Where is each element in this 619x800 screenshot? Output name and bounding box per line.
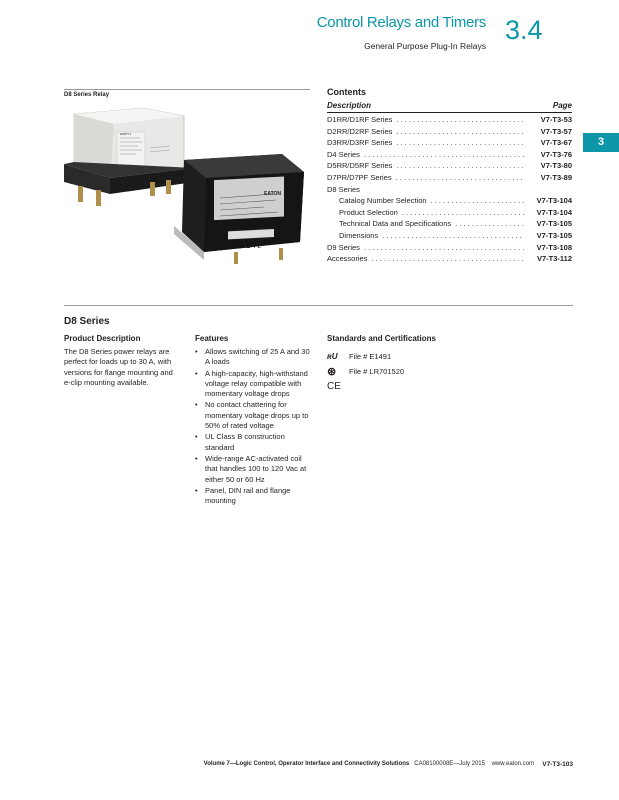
toc-leader-dots	[367, 254, 524, 263]
toc-item-label: Catalog Number Selection	[339, 196, 427, 206]
toc-leader-dots	[392, 115, 524, 124]
image-top-rule	[64, 89, 310, 90]
toc-item-label: D8 Series	[327, 184, 360, 194]
relay-2	[174, 154, 304, 264]
toc-leader-dots	[392, 161, 524, 170]
relay-1-label: D8RTT1	[120, 132, 132, 136]
ce-mark-icon: CE	[327, 381, 341, 392]
relay-product-image	[64, 102, 314, 272]
toc-item-label: D4 Series	[327, 149, 360, 159]
toc-leader-dots	[392, 138, 524, 147]
toc-leader-dots	[378, 231, 524, 240]
feature-item: • A high-capacity, high-withstand voltage relay compatible with momentary voltage drops	[195, 369, 313, 400]
toc-item-page: V7-T3-104	[536, 196, 572, 206]
cert-text: File # LR701520	[349, 367, 405, 376]
toc-item[interactable]	[327, 150, 572, 162]
toc-item-label: Technical Data and Specifications	[339, 219, 452, 229]
features-list	[195, 347, 313, 507]
cert-row	[327, 349, 404, 364]
toc-leader-dots	[398, 208, 524, 217]
toc-item-page: V7-T3-80	[540, 161, 572, 171]
toc-item-page: V7-T3-76	[540, 149, 572, 159]
contents-col-description: Description	[327, 101, 372, 110]
toc-item-label: D7PR/D7PF Series	[327, 172, 392, 182]
toc-leader-dots	[360, 243, 524, 252]
relay-1	[64, 108, 194, 206]
toc-item-label: Dimensions	[339, 230, 379, 240]
toc-item-page: V7-T3-53	[540, 115, 572, 124]
ul-recognized-icon: ʀU	[327, 352, 338, 361]
feature-item: • Wide-range AC-activated coil that handles 100 to 120 Vac at either 50 or 60 Hz	[195, 454, 313, 485]
features-heading: Features	[195, 334, 229, 343]
toc-item[interactable]	[327, 161, 572, 173]
toc-item[interactable]	[327, 208, 572, 220]
toc-leader-dots	[360, 150, 524, 159]
feature-item: • UL Class B construction standard	[195, 432, 313, 453]
toc-item-page: V7-T3-105	[536, 230, 572, 240]
toc-item-label: D5RR/D5RF Series	[327, 161, 393, 171]
toc-item-page: V7-T3-67	[540, 138, 572, 148]
toc-item[interactable]	[327, 173, 572, 185]
feature-item: • No contact chattering for momentary voltage drops up to 50% of rated voltage	[195, 400, 313, 431]
table-of-contents	[327, 115, 572, 266]
chapter-tab[interactable]: 3	[583, 133, 619, 152]
feature-item: • Panel, DIN rail and flange mounting	[195, 486, 313, 507]
toc-leader-dots	[392, 127, 524, 136]
footer-text	[64, 761, 534, 767]
toc-item-page: V7-T3-112	[536, 254, 572, 264]
toc-item-label: Accessories	[327, 254, 368, 264]
toc-item[interactable]	[327, 185, 572, 197]
toc-item-page: V7-T3-105	[536, 219, 572, 229]
footer-volume: Volume 7—Logic Control, Operator Interface and Connectivity Solutions	[203, 761, 410, 767]
toc-item[interactable]	[327, 127, 572, 139]
toc-item-page: V7-T3-108	[536, 242, 572, 252]
contents-rule	[327, 112, 572, 113]
toc-item[interactable]	[327, 138, 572, 150]
toc-item-label: D1RR/D1RF Series	[327, 115, 393, 124]
toc-item-label: D2RR/D2RF Series	[327, 126, 393, 136]
image-caption: D8 Series Relay	[64, 92, 110, 98]
toc-item[interactable]	[327, 219, 572, 231]
product-description-text: The D8 Series power relays are perfect for loads up to 30 A, with versions for flange mounting and e-clip mounting available.	[64, 347, 173, 387]
toc-item-page: V7-T3-89	[540, 172, 572, 182]
toc-item[interactable]	[327, 243, 572, 255]
toc-item-label: D9 Series	[327, 242, 360, 252]
contents-heading: Contents	[327, 87, 366, 97]
page-header-title: Control Relays and Timers	[316, 14, 486, 31]
toc-item[interactable]	[327, 254, 572, 266]
footer-url[interactable]: www.eaton.com	[491, 761, 534, 767]
cert-row	[327, 379, 404, 394]
svg-text:EATON: EATON	[264, 191, 282, 197]
footer-doc: CA08100008E—July 2015	[414, 761, 485, 767]
toc-leader-dots	[392, 173, 524, 182]
contents-col-page: Page	[552, 101, 572, 110]
toc-item-page: V7-T3-57	[540, 126, 572, 136]
toc-item[interactable]	[327, 231, 572, 243]
certifications-list	[327, 349, 404, 394]
feature-item: • Allows switching of 25 A and 30 A loads	[195, 347, 313, 368]
standards-heading: Standards and Certifications	[327, 334, 436, 343]
section-title: D8 Series	[64, 316, 110, 327]
section-number: 3.4	[505, 15, 543, 45]
product-description-heading: Product Description	[64, 334, 141, 343]
cert-row	[327, 364, 404, 379]
page-header-subtitle: General Purpose Plug-In Relays	[364, 41, 486, 51]
toc-item-label: Product Selection	[339, 207, 398, 217]
lloyds-register-icon: ⊛	[327, 366, 337, 378]
toc-item-page: V7-T3-104	[536, 207, 572, 217]
toc-item[interactable]	[327, 196, 572, 208]
toc-leader-dots	[451, 219, 524, 228]
relay-2-label: 214 1 FL	[232, 243, 261, 250]
toc-leader-dots	[427, 196, 524, 205]
cert-text: File # E1491	[349, 352, 392, 361]
footer-page-number: V7-T3-103	[542, 761, 573, 768]
section-rule	[64, 305, 573, 306]
toc-item[interactable]	[327, 115, 572, 127]
toc-item-label: D3RR/D3RF Series	[327, 138, 393, 148]
